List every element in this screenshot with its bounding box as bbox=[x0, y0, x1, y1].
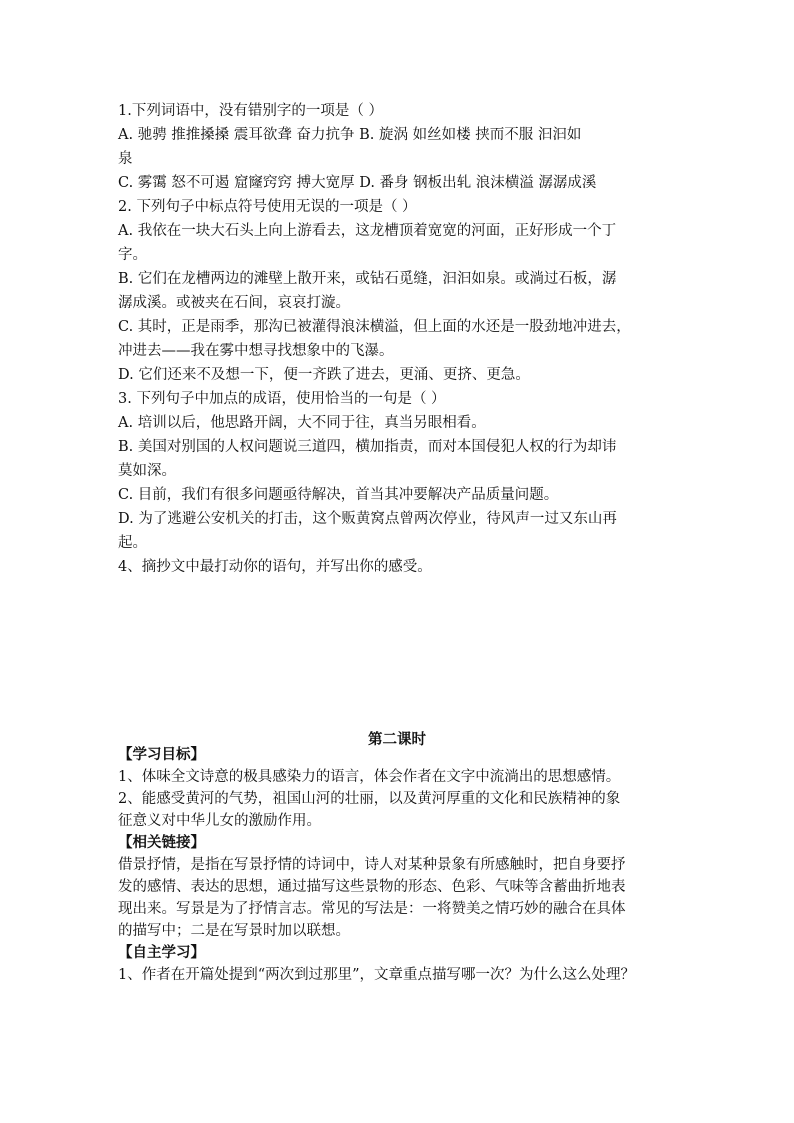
text-line: 4、摘抄文中最打动你的语句，并写出你的感受。 bbox=[118, 559, 432, 575]
text-line: D. 它们还来不及想一下，便一齐跌了进去，更涌、更挤、更急。 bbox=[118, 367, 530, 383]
text-line: B. 美国对别国的人权问题说三道四，横加指责，而对本国侵犯人权的行为却讳 bbox=[118, 439, 617, 455]
text-line: 潺成溪。或被夹在石间，哀哀打漩。 bbox=[118, 295, 350, 311]
text-line: 2、能感受黄河的气势，祖国山河的壮丽，以及黄河厚重的文化和民族精神的象 bbox=[118, 791, 621, 807]
section-heading: 【学习目标】 bbox=[118, 746, 205, 763]
text-line: D. 为了逃避公安机关的打击，这个贩黄窝点曾两次停业，待风声一过又东山再 bbox=[118, 511, 617, 527]
text-line: B. 它们在龙槽两边的滩壁上散开来，或钻石觅缝，汩汩如泉。或淌过石板，潺 bbox=[118, 271, 617, 287]
text-line: 3. 下列句子中加点的成语，使用恰当的一句是（ ） bbox=[118, 391, 446, 407]
text-line: C. 雾霭 怒不可遏 窟窿窍窍 搏大宽厚 D. 番身 钢板出轧 浪沫横溢 潺潺成溪 bbox=[118, 175, 597, 191]
text-line: 泉 bbox=[118, 151, 133, 167]
text-line: 征意义对中华儿女的激励作用。 bbox=[118, 813, 321, 829]
text-line: C. 其时，正是雨季，那沟已被灌得浪沫横溢，但上面的水还是一股劲地冲进去， bbox=[118, 319, 631, 335]
text-line: 1、作者在开篇处提到“两次到过那里”，文章重点描写哪一次？为什么这么处理？ bbox=[118, 967, 636, 983]
text-line: 发的感情、表达的思想，通过描写这些景物的形态、色彩、气味等含蓄曲折地表 bbox=[118, 879, 626, 895]
text-line: 2. 下列句子中标点符号使用无误的一项是（ ） bbox=[118, 199, 417, 215]
text-line: A. 我依在一块大石头上向上游看去，这龙槽顶着宽宽的河面，正好形成一个丁 bbox=[118, 223, 617, 239]
text-line: 现出来。写景是为了抒情言志。常见的写法是：一将赞美之情巧妙的融合在具体 bbox=[118, 901, 626, 917]
text-line: 字。 bbox=[118, 247, 147, 263]
text-line: A. 培训以后，他思路开阔，大不同于往，真当另眼相看。 bbox=[118, 415, 486, 431]
text-line: C. 目前，我们有很多问题亟待解决，首当其冲要解决产品质量问题。 bbox=[118, 487, 559, 503]
text-line: A. 驰骋 推推搡搡 震耳欲聋 奋力抗争 B. 旋涡 如丝如楼 挟而不服 汩汩如 bbox=[118, 127, 582, 143]
text-line: 冲进去——我在雾中想寻找想象中的飞瀑。 bbox=[118, 343, 394, 359]
text-line: 1.下列词语中，没有错别字的一项是（ ） bbox=[118, 103, 383, 119]
text-line: 莫如深。 bbox=[118, 463, 176, 479]
section-heading: 【相关链接】 bbox=[118, 834, 205, 851]
text-line: 起。 bbox=[118, 535, 147, 551]
section-title: 第二课时 bbox=[368, 731, 426, 748]
section-heading: 【自主学习】 bbox=[118, 944, 205, 961]
text-line: 借景抒情，是指在写景抒情的诗词中，诗人对某种景象有所感触时，把自身要抒 bbox=[118, 857, 626, 873]
text-line: 的描写中；二是在写景时加以联想。 bbox=[118, 923, 350, 939]
text-line: 1、体味全文诗意的极具感染力的语言，体会作者在文字中流淌出的思想感情。 bbox=[118, 769, 621, 785]
